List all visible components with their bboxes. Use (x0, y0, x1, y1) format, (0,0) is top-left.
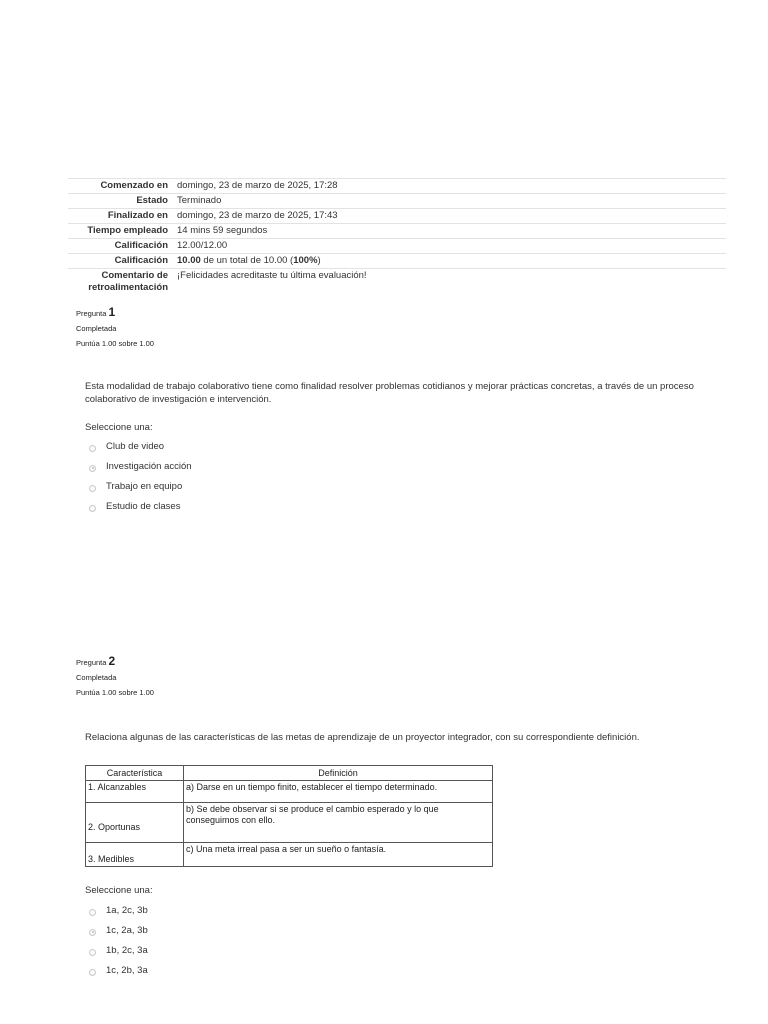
grade-score: 10.00 (177, 255, 201, 266)
table-cell: a) Darse en un tiempo finito, establecer el tiempo determinado. (184, 781, 493, 803)
answer-option-label: 1c, 2b, 3a (106, 964, 148, 976)
radio-icon[interactable] (89, 949, 96, 956)
question-number (76, 305, 154, 321)
summary-value: 14 mins 59 segundos (173, 224, 726, 239)
radio-icon[interactable] (89, 909, 96, 916)
summary-value: Terminado (173, 194, 726, 209)
summary-value: ¡Felicidades acreditaste tu última evaluación! (173, 269, 726, 296)
question-state: Completada (76, 673, 117, 682)
table-cell: c) Una meta irreal pasa a ser un sueño o fantasía. (184, 843, 493, 867)
summary-row-state (68, 194, 726, 209)
answer-option[interactable] (89, 436, 192, 456)
table-row (86, 843, 493, 867)
question-grade: Puntúa 1.00 sobre 1.00 (76, 688, 154, 697)
radio-selected-icon[interactable] (89, 465, 96, 472)
question-number-value: 2 (108, 654, 116, 668)
table-cell: 3. Medibles (86, 843, 184, 867)
column-header: Definición (184, 766, 493, 781)
table-cell: 1. Alcanzables (86, 781, 184, 803)
summary-value: domingo, 23 de marzo de 2025, 17:28 (173, 179, 726, 194)
radio-icon[interactable] (89, 445, 96, 452)
summary-value: 12.00/12.00 (173, 239, 726, 254)
answer-option-label: Estudio de clases (106, 500, 181, 512)
summary-row-finished (68, 209, 726, 224)
table-cell: b) Se debe observar si se produce el cambio esperado y lo que conseguimos con ello. (184, 803, 493, 843)
table-cell: 2. Oportunas (86, 803, 184, 843)
question-text: Relaciona algunas de las características de las metas de aprendizaje de un proyector integrador, con su correspondiente definición. (85, 732, 640, 743)
summary-row-time (68, 224, 726, 239)
answer-options (89, 900, 148, 980)
answer-option[interactable] (89, 496, 192, 516)
question-state: Completada (76, 324, 117, 333)
answer-option-label: Club de video (106, 440, 165, 452)
answer-option-label: Investigación acción (106, 460, 192, 472)
table-row (86, 781, 493, 803)
radio-icon[interactable] (89, 969, 96, 976)
grade-percent: 100% (293, 255, 318, 266)
question-prefix: Pregunta (76, 658, 107, 667)
summary-row-marks (68, 239, 726, 254)
radio-icon[interactable] (89, 485, 96, 492)
summary-label: Tiempo empleado (68, 224, 173, 239)
answer-option-label: 1b, 2c, 3a (106, 944, 148, 956)
grade-end: ) (317, 255, 321, 266)
answer-option[interactable] (89, 476, 192, 496)
answer-option-label: 1a, 2c, 3b (106, 904, 148, 916)
summary-label: Calificación (68, 239, 173, 254)
summary-row-feedback (68, 269, 726, 296)
grade-middle: de un total de 10.00 ( (200, 255, 294, 266)
answer-option-label: 1c, 2a, 3b (106, 924, 148, 936)
summary-row-started (68, 179, 726, 194)
definitions-table (85, 765, 493, 867)
question-text: Esta modalidad de trabajo colaborativo tiene como finalidad resolver problemas cotidianos y mejorar prácticas concretas, a través de un proceso colaborativo de investigación e intervención. (85, 381, 694, 405)
question-number (76, 654, 154, 670)
question-grade: Puntúa 1.00 sobre 1.00 (76, 339, 154, 348)
summary-label: Comentario de retroalimentación (68, 269, 173, 296)
question-info-2 (76, 654, 154, 699)
grade-value (173, 254, 726, 269)
answer-option-label: Trabajo en equipo (106, 480, 183, 492)
summary-value: domingo, 23 de marzo de 2025, 17:43 (173, 209, 726, 224)
column-header: Característica (86, 766, 184, 781)
summary-label: Comenzado en (68, 179, 173, 194)
question-info-1 (76, 305, 154, 350)
select-prompt: Seleccione una: (85, 885, 153, 896)
answer-option[interactable] (89, 456, 192, 476)
table-header-row (86, 766, 493, 781)
quiz-summary-table (68, 178, 726, 295)
summary-label: Estado (68, 194, 173, 209)
summary-row-grade (68, 254, 726, 269)
table-row (86, 803, 493, 843)
summary-label: Calificación (68, 254, 173, 269)
answer-option[interactable] (89, 920, 148, 940)
radio-icon[interactable] (89, 505, 96, 512)
answer-options (89, 436, 192, 516)
select-prompt: Seleccione una: (85, 422, 153, 433)
answer-option[interactable] (89, 940, 148, 960)
answer-option[interactable] (89, 900, 148, 920)
radio-selected-icon[interactable] (89, 929, 96, 936)
question-number-value: 1 (108, 305, 116, 319)
question-prefix: Pregunta (76, 309, 107, 318)
summary-label: Finalizado en (68, 209, 173, 224)
answer-option[interactable] (89, 960, 148, 980)
